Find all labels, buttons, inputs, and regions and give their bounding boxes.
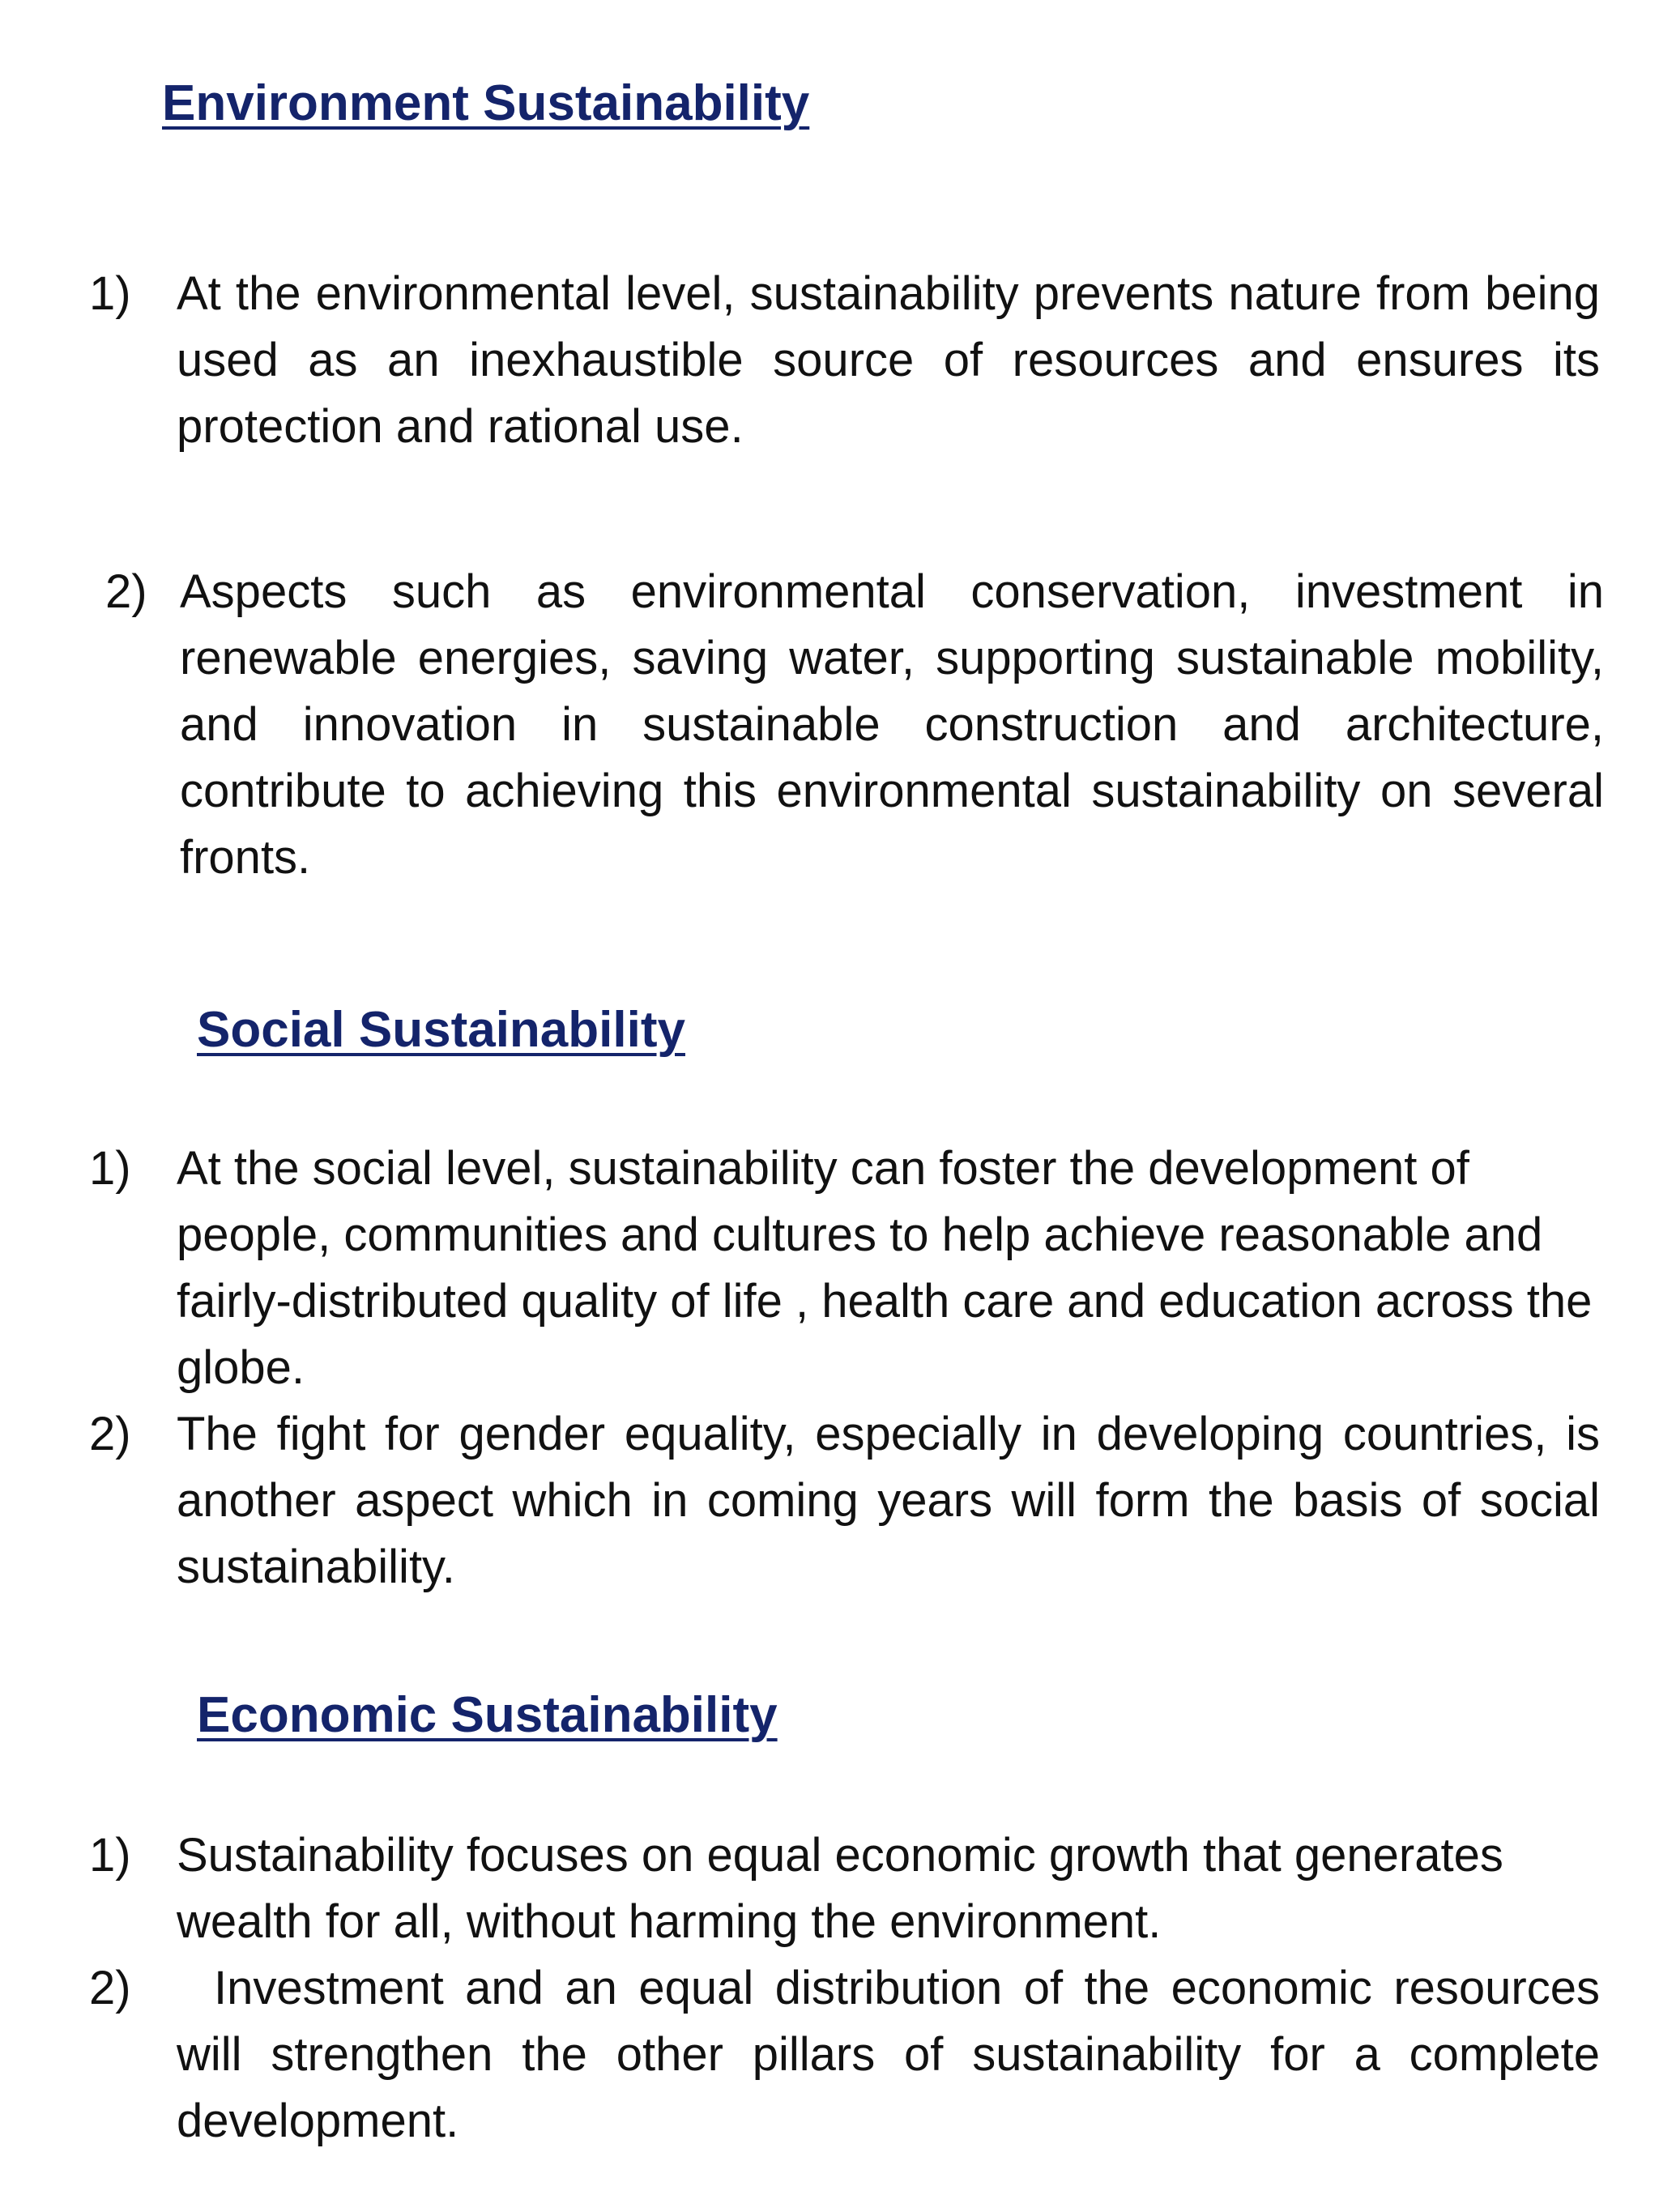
list-item-text: Investment and an equal distribution of the economic resources will strengthen the other pillars of sustainability for a complete development. [177,1962,1600,2147]
social-list-item-2 [89,1401,1600,1600]
list-item-text: At the social level, sustainability can foster the development of people, communities and cultures to help achieve reasonable and fairly-distributed quality of life , health care and education across the globe. [177,1142,1593,1394]
economic-list-item-2 [89,1955,1600,2154]
environment-list-item-1 [89,261,1600,460]
economic-sustainability-heading: Economic Sustainability [197,1687,778,1743]
list-item-text: Aspects such as environmental conservation, investment in renewable energies, saving water, supporting sustainable mobility, and innovation in sustainable construction and architecture, contribute to achieving this environmental sustainability on several fronts. [180,565,1604,884]
social-list-item-1 [89,1136,1600,1401]
list-number: 2) [105,565,147,618]
list-number: 1) [89,267,131,320]
list-number: 2) [89,1408,131,1460]
social-sustainability-heading: Social Sustainability [197,1002,685,1058]
list-number: 2) [89,1962,131,2014]
list-item-text: At the environmental level, sustainability prevents nature from being used as an inexhaustible source of resources and ensures its protection and rational use. [177,267,1600,453]
economic-list-item-1 [89,1822,1600,1955]
environment-list-item-2 [105,559,1604,891]
list-item-text: The fight for gender equality, especially in developing countries, is another aspect which in coming years will form the basis of social sustainability. [177,1408,1600,1593]
list-number: 1) [89,1142,131,1195]
list-number: 1) [89,1829,131,1882]
list-item-text: Sustainability focuses on equal economic growth that generates wealth for all, without harming the environment. [177,1829,1503,1948]
environment-sustainability-heading: Environment Sustainability [162,75,810,131]
